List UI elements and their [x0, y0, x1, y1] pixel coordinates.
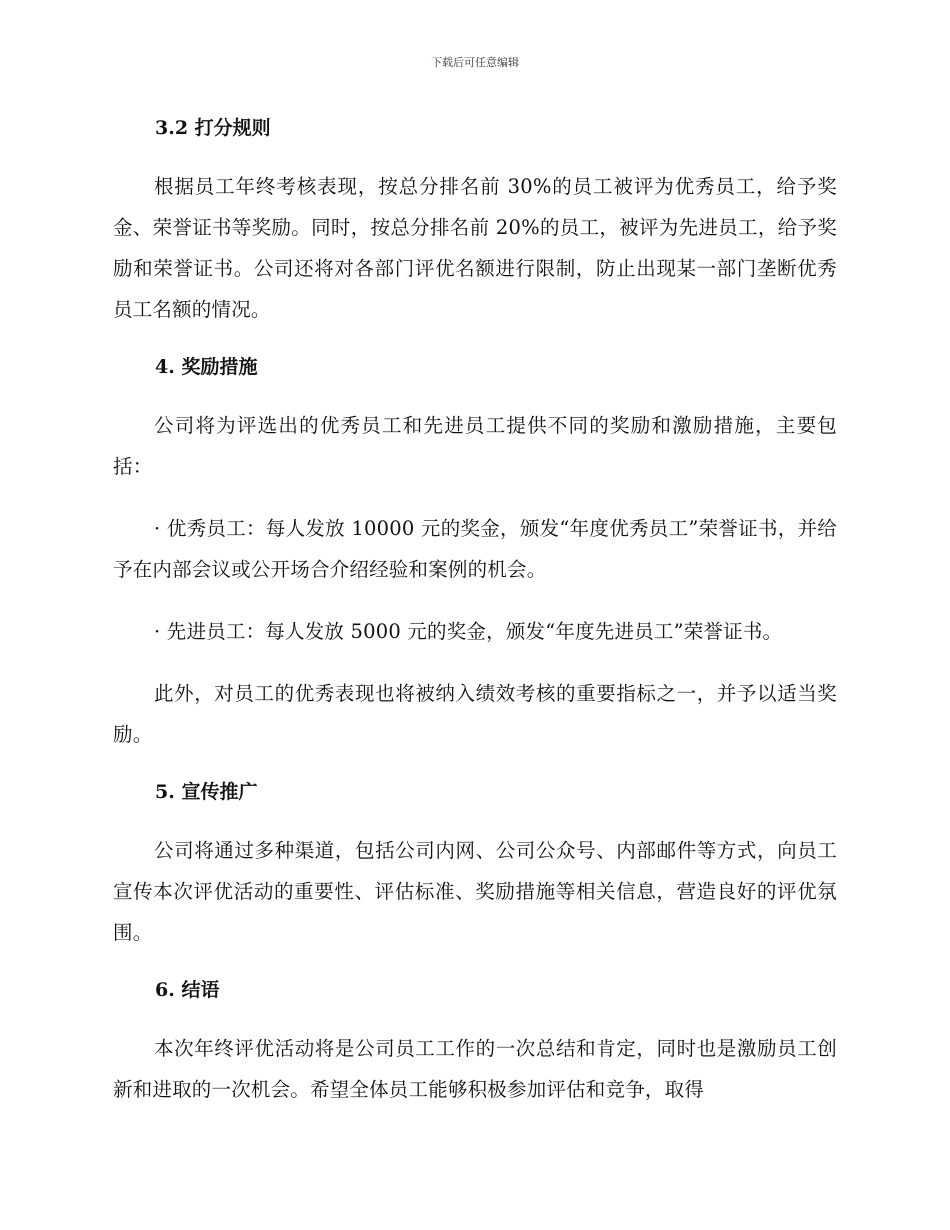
section-heading-scoring-rules: 3.2 打分规则 [155, 117, 271, 139]
paragraph-excellent-employee: · 优秀员工：每人发放 10000 元的奖金，颁发“年度优秀员工”荣誉证书，并给予在内部会议或公开场合介绍经验和案例的机会。 [113, 517, 837, 581]
section-heading-conclusion: 6. 结语 [155, 979, 220, 1001]
paragraph-conclusion: 本次年终评优活动将是公司员工工作的一次总结和肯定，同时也是激励员工创新和进取的一次机会。希望全体员工能够积极参加评估和竞争，取得 [113, 1037, 837, 1101]
page-header: 下载后可任意编辑 [431, 56, 519, 69]
section-heading-promotion: 5. 宣传推广 [155, 781, 258, 803]
paragraph-scoring-rules: 根据员工年终考核表现，按总分排名前 30%的员工被评为优秀员工，给予奖金、荣誉证书等奖励。同时，按总分排名前 20%的员工，被评为先进员工，给予奖励和荣誉证书。公司还将对各部门评优名额进行限制，防止出现某一部门垄断优秀员工名额的情况。 [113, 175, 837, 321]
paragraph-promotion: 公司将通过多种渠道，包括公司内网、公司公众号、内部邮件等方式，向员工宣传本次评优活动的重要性、评估标准、奖励措施等相关信息，营造良好的评优氛围。 [113, 839, 837, 944]
document-body [113, 112, 837, 1130]
section-heading-reward-measures: 4. 奖励措施 [155, 356, 258, 378]
paragraph-advanced-employee: · 先进员工：每人发放 5000 元的奖金，颁发“年度先进员工”荣誉证书。 [154, 620, 783, 643]
paragraph-reward-intro: 公司将为评选出的优秀员工和先进员工提供不同的奖励和激励措施，主要包括： [113, 414, 837, 478]
paragraph-performance-note: 此外，对员工的优秀表现也将被纳入绩效考核的重要指标之一，并予以适当奖励。 [113, 682, 837, 746]
